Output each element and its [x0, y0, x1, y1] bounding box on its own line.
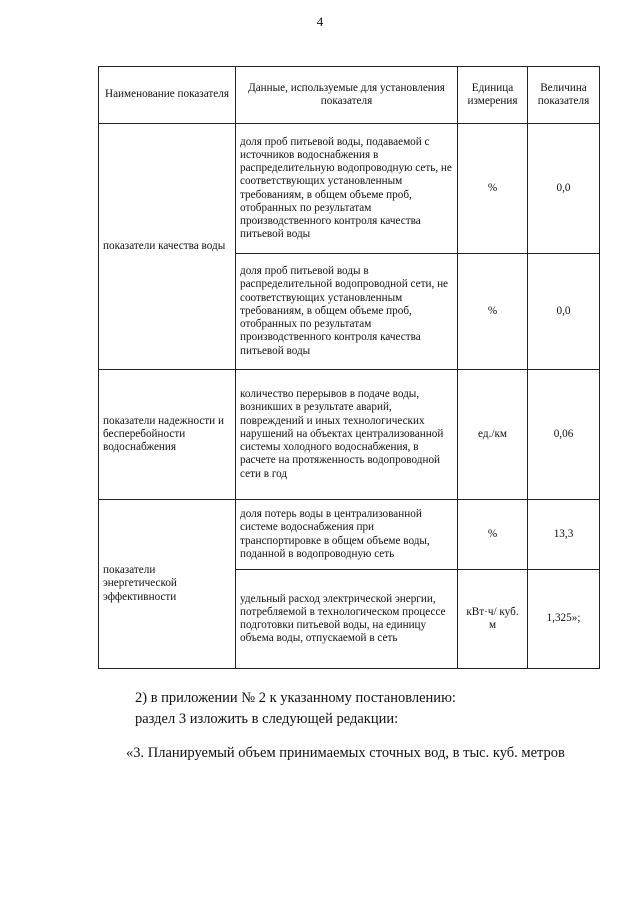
row-value: 0,0 — [528, 124, 600, 254]
indicators-table — [98, 66, 600, 669]
paragraph-appendix-2: 2) в приложении № 2 к указанному постановлению: — [135, 690, 456, 706]
row-unit: % — [458, 500, 528, 570]
table-row — [99, 124, 600, 254]
row-value: 0,06 — [528, 370, 600, 500]
header-unit: Единица измерения — [458, 67, 528, 124]
row-value: 13,3 — [528, 500, 600, 570]
row-unit: кВт·ч/ куб. м — [458, 570, 528, 669]
paragraph-section-3: раздел 3 изложить в следующей редакции: — [135, 711, 399, 727]
table-row — [99, 370, 600, 500]
page-number: 4 — [316, 14, 324, 29]
row-description: количество перерывов в подаче воды, возникших в результате аварий, повреждений и иных технологических нарушений на объектах централизованной системы холодного водоснабжения, в расчете на протяженность водопроводной сети в год — [236, 370, 458, 500]
row-unit: % — [458, 254, 528, 370]
table-header-row — [99, 67, 600, 124]
group-name-energy-efficiency: показатели энергетической эффективности — [99, 500, 236, 669]
header-indicator-name: Наименование показателя — [99, 67, 236, 124]
group-name-reliability: показатели надежности и бесперебойности водоснабжения — [99, 370, 236, 500]
row-value: 0,0 — [528, 254, 600, 370]
header-value: Величина показателя — [528, 67, 600, 124]
row-description: доля проб питьевой воды, подаваемой с источников водоснабжения в распределительную водопроводную сеть, не соответствующих установленным требованиям, в общем объеме проб, отобранных по результатам производственного контроля качества питьевой воды — [236, 124, 458, 254]
header-indicator-data: Данные, используемые для установления показателя — [236, 67, 458, 124]
group-name-water-quality: показатели качества воды — [99, 124, 236, 370]
table-row — [99, 500, 600, 570]
row-value: 1,325»; — [528, 570, 600, 669]
row-description: удельный расход электрической энергии, потребляемой в технологическом процессе подготовки питьевой воды, на единицу объема воды, отпускаемой в сеть — [236, 570, 458, 669]
row-unit: ед./км — [458, 370, 528, 500]
row-description: доля проб питьевой воды в распределительной водопроводной сети, не соответствующих установленным требованиям, в общем объеме проб, отобранных по результатам производственного контроля качества питьевой воды — [236, 254, 458, 370]
paragraph-planned-volume: «3. Планируемый объем принимаемых сточных вод, в тыс. куб. метров — [126, 745, 565, 761]
row-description: доля потерь воды в централизованной системе водоснабжения при транспортировке в общем объеме воды, поданной в водопроводную сеть — [236, 500, 458, 570]
row-unit: % — [458, 124, 528, 254]
